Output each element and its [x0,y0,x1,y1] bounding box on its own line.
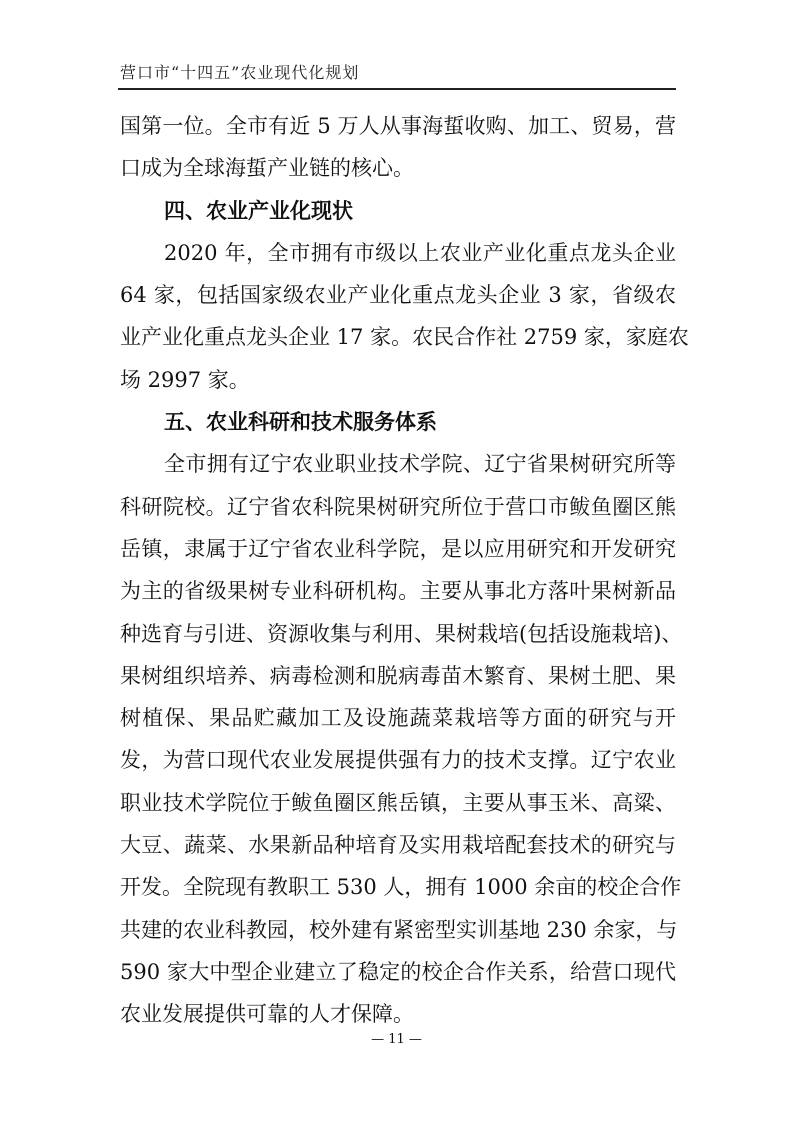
page-number: — 11 — [371,1032,422,1047]
text-line: 果树组织培养、病毒检测和脱病毒苗木繁育、果树土肥、果 [120,663,676,688]
text-line: 全市拥有辽宁农业职业技术学院、辽宁省果树研究所等 [164,452,676,477]
text-line: 2020 年，全市拥有市级以上农业产业化重点龙头企业 [164,240,676,265]
text-line: 共建的农业科教园，校外建有紧密型实训基地 230 余家，与 [120,917,678,942]
text-line: 大豆、蔬菜、水果新品种培育及实用栽培配套技术的研究与 [120,833,676,858]
section-heading: 五、农业科研和技术服务体系 [164,409,437,435]
text-line: 为主的省级果树专业科研机构。主要从事北方落叶果树新品 [120,579,676,604]
text-line: 590 家大中型企业建立了稳定的校企合作关系，给营口现代 [120,959,676,984]
text-line: 业产业化重点龙头企业 17 家。农民合作社 2759 家，家庭农 [120,325,689,350]
text-line: 树植保、果品贮藏加工及设施蔬菜栽培等方面的研究与开 [120,706,676,731]
running-header: 营口市“十四五”农业现代化规划 [120,63,360,82]
section-heading: 四、农业产业化现状 [164,197,353,223]
text-line: 科研院校。辽宁省农科院果树研究所位于营口市鲅鱼圈区熊 [120,494,676,519]
header-rule [118,88,676,90]
text-line: 场 2997 家。 [120,367,250,392]
text-line: 64 家，包括国家级农业产业化重点龙头企业 3 家，省级农 [120,283,676,308]
text-line: 国第一位。全市有近 5 万人从事海蜇收购、加工、贸易，营 [120,114,676,138]
text-line: 岳镇，隶属于辽宁省农业科学院，是以应用研究和开发研究 [120,536,676,561]
text-line: 种选育与引进、资源收集与利用、果树栽培(包括设施栽培)、 [120,621,683,646]
text-line: 开发。全院现有教职工 530 人，拥有 1000 余亩的校企合作 [120,875,682,900]
text-line: 口成为全球海蜇产业链的核心。 [120,156,414,181]
text-line: 农业发展提供可靠的人才保障。 [120,1002,414,1027]
document-body [120,105,689,1036]
text-line: 职业技术学院位于鲅鱼圈区熊岳镇，主要从事玉米、高粱、 [120,790,676,815]
text-line: 发，为营口现代农业发展提供强有力的技术支撑。辽宁农业 [120,748,676,773]
